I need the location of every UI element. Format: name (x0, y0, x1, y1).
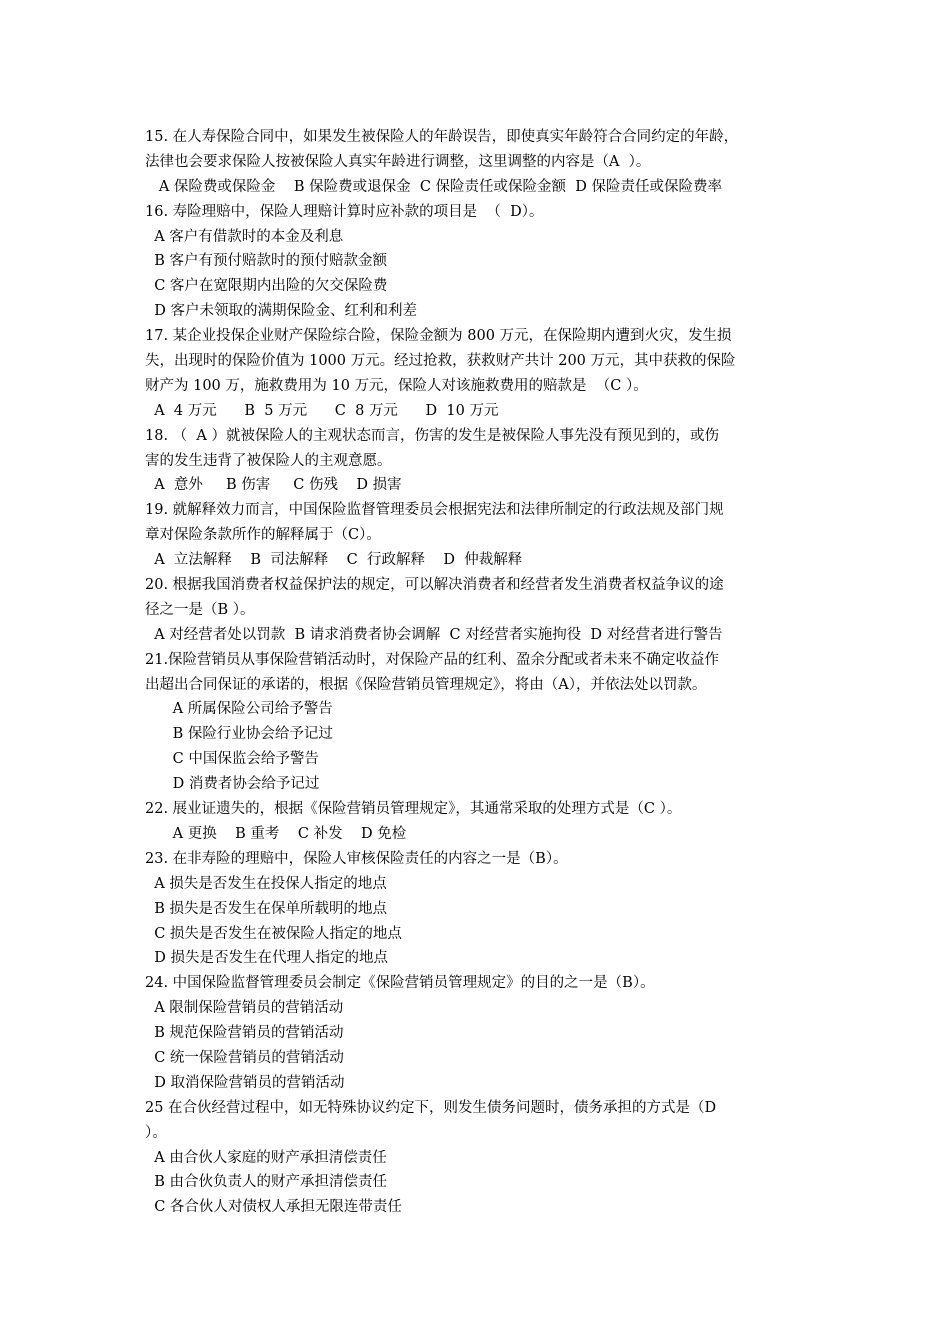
text-line: 财产为 100 万，施救费用为 10 万元，保险人对该施救费用的赔款是 （C ）。 (145, 377, 648, 394)
text-line: C 各合伙人对债权人承担无限连带责任 (145, 1199, 402, 1216)
text-line: A 损失是否发生在投保人指定的地点 (145, 875, 387, 892)
text-line: A 4 万元 B 5 万元 C 8 万元 D 10 万元 (145, 402, 499, 419)
text-line: A 意外 B 伤害 C 伤残 D 损害 (145, 477, 402, 494)
text-line: 16. 寿险理赔中，保险人理赔计算时应补款的项目是 （ D）。 (145, 203, 544, 220)
text-line: 15. 在人寿保险合同中，如果发生被保险人的年龄误告，即使真实年龄符合合同约定的年龄， (145, 129, 739, 145)
text-line: 19. 就解释效力而言，中国保险监督管理委员会根据宪法和法律所制定的行政法规及部门规 (145, 502, 724, 519)
text-line: 法律也会要求保险人按被保险人真实年龄进行调整，这里调整的内容是（A ）。 (145, 153, 651, 170)
text-line: A 由合伙人家庭的财产承担清偿责任 (145, 1149, 387, 1166)
text-line: 径之一是（B ）。 (145, 601, 255, 618)
text-line: 害的发生违背了被保险人的主观意愿。 (145, 452, 392, 469)
text-line: B 保险行业协会给予记过 (145, 726, 333, 743)
text-line: B 损失是否发生在保单所载明的地点 (145, 900, 387, 917)
text-line: A 所属保险公司给予警告 (145, 701, 333, 718)
text-line: 23. 在非寿险的理赔中，保险人审核保险责任的内容之一是（B）。 (145, 850, 568, 867)
text-line: 章对保险条款所作的解释属于（C）。 (145, 527, 381, 544)
text-line: B 由合伙负责人的财产承担清偿责任 (145, 1174, 387, 1191)
text-line: 25 在合伙经营过程中，如无特殊协议约定下，则发生债务问题时，债务承担的方式是（D (145, 1099, 717, 1116)
text-line: 22. 展业证遗失的，根据《保险营销员管理规定》，其通常采取的处理方式是（C ）。 (145, 801, 682, 818)
text-line: 失，出现时的保险价值为 1000 万元。经过抢救，获救财产共计 200 万元，其中获救的保险 (145, 353, 736, 370)
text-line: B 客户有预付赔款时的预付赔款金额 (145, 253, 387, 270)
text-line: D 取消保险营销员的营销活动 (145, 1074, 345, 1091)
text-line: 24. 中国保险监督管理委员会制定《保险营销员管理规定》的目的之一是（B）。 (145, 975, 655, 992)
text-line: A 更换 B 重考 C 补发 D 免检 (145, 825, 407, 842)
text-line: 17. 某企业投保企业财产保险综合险，保险金额为 800 万元，在保险期内遭到火灾，发生损 (145, 328, 732, 345)
text-line: D 消费者协会给予记过 (145, 776, 320, 793)
text-line: 21.保险营销员从事保险营销活动时，对保险产品的红利、盈余分配或者未来不确定收益作 (145, 651, 720, 668)
text-line: 20. 根据我国消费者权益保护法的规定，可以解决消费者和经营者发生消费者权益争议的途 (145, 577, 724, 594)
text-line: C 统一保险营销员的营销活动 (145, 1049, 344, 1066)
text-line: A 限制保险营销员的营销活动 (145, 1000, 344, 1017)
text-line: A 客户有借款时的本金及利息 (145, 228, 344, 245)
text-line: B 规范保险营销员的营销活动 (145, 1025, 344, 1042)
text-line: C 损失是否发生在被保险人指定的地点 (145, 925, 402, 942)
text-line: 出超出合同保证的承诺的，根据《保险营销员管理规定》，将由（A），并依法处以罚款。 (145, 676, 707, 693)
text-line: D 客户未领取的满期保险金、红利和利差 (145, 303, 417, 320)
text-line: ）。 (145, 1124, 167, 1141)
text-line: D 损失是否发生在代理人指定的地点 (145, 950, 388, 967)
text-line: C 中国保监会给予警告 (145, 751, 319, 768)
text-line: 18. （ A ）就被保险人的主观状态而言，伤害的发生是被保险人事先没有预见到的，或伤 (145, 427, 719, 444)
text-line: A 保险费或保险金 B 保险费或退保金 C 保险责任或保险金额 D 保险责任或保险费率 (145, 178, 722, 195)
text-line: A 立法解释 B 司法解释 C 行政解释 D 仲裁解释 (145, 552, 523, 569)
text-line: A 对经营者处以罚款 B 请求消费者协会调解 C 对经营者实施拘役 D 对经营者进行警告 (145, 626, 723, 643)
document-body (145, 125, 815, 1220)
text-line: C 客户在宽限期内出险的欠交保险费 (145, 278, 388, 295)
